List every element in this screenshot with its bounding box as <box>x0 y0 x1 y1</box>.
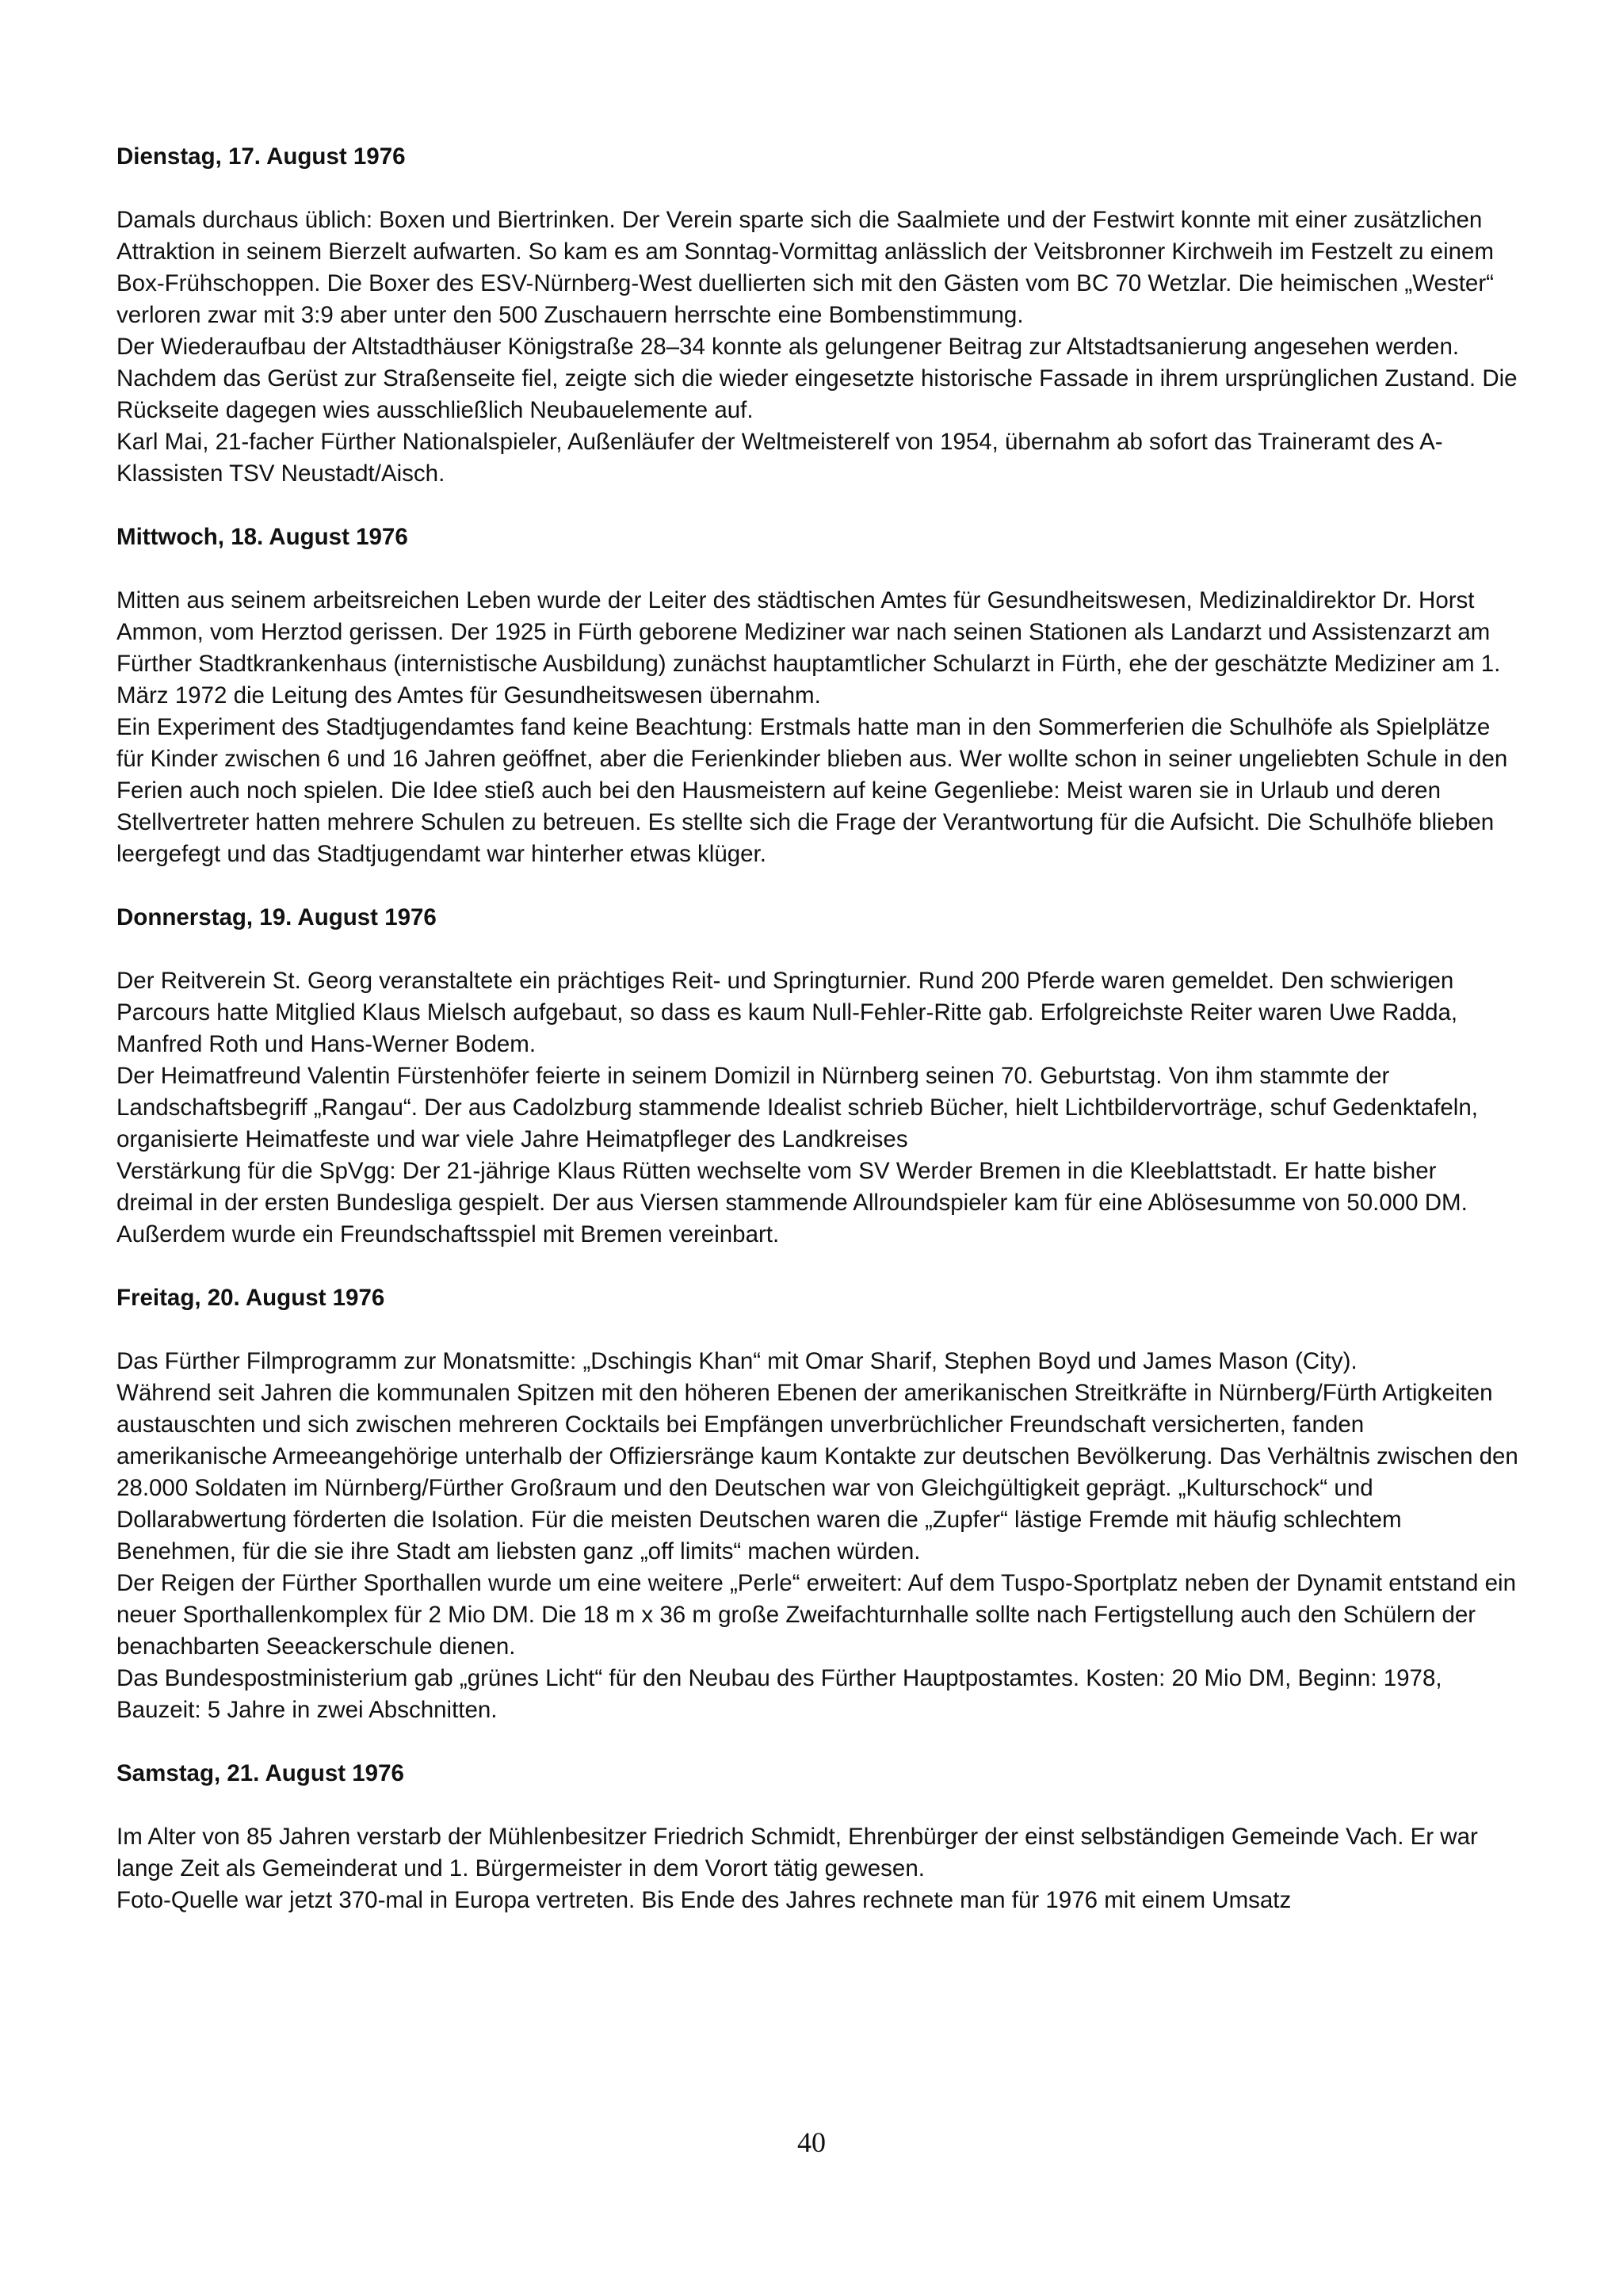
paragraph: Der Reitverein St. Georg veranstaltete ein prächtiges Reit- und Springturnier. Rund 200 Pferde waren gemeldet. Den schwierigen Parcours hatte Mitglied Klaus Mielsch aufgebaut, so dass es kaum Null-Fehler-Ritte gab. Erfolgreichste Reiter waren Uwe Radda, Manfred Roth und Hans-Werner Bodem. <box>116 968 1458 1057</box>
document-page <box>116 141 1519 1916</box>
date-heading: Mittwoch, 18. August 1976 <box>116 524 408 550</box>
entry-mittwoch <box>116 521 1519 870</box>
entry-samstag <box>116 1758 1519 1916</box>
date-heading: Dienstag, 17. August 1976 <box>116 143 406 170</box>
paragraph: Der Heimatfreund Valentin Fürstenhöfer feierte in seinem Domizil in Nürnberg seinen 70. Geburtstag. Von ihm stammte der Landschaftsbegriff „Rangau“. Der aus Cadolzburg stammende Idealist schrieb Bücher, hielt Lichtbildervorträge, schuf Gedenktafeln, organisierte Heimatfeste und war viele Jahre Heimatpfleger des Landkreises <box>116 1063 1478 1152</box>
paragraph: Das Bundespostministerium gab „grünes Licht“ für den Neubau des Fürther Hauptpostamtes. Kosten: 20 Mio DM, Beginn: 1978, Bauzeit: 5 Jahre in zwei Abschnitten. <box>116 1665 1442 1723</box>
paragraph: Das Fürther Filmprogramm zur Monatsmitte: „Dschingis Khan“ mit Omar Sharif, Stephen Boyd und James Mason (City). <box>116 1348 1358 1374</box>
entry-freitag <box>116 1282 1519 1726</box>
date-heading: Samstag, 21. August 1976 <box>116 1760 404 1786</box>
entry-body <box>116 585 1519 870</box>
paragraph: Karl Mai, 21-facher Fürther Nationalspieler, Außenläufer der Weltmeisterelf von 1954, übernahm ab sofort das Traineramt des A-Klassisten TSV Neustadt/Aisch. <box>116 429 1443 487</box>
date-heading: Freitag, 20. August 1976 <box>116 1285 385 1311</box>
paragraph: Der Wiederaufbau der Altstadthäuser Königstraße 28–34 konnte als gelungener Beitrag zur Altstadtsanierung angesehen werden. Nachdem das Gerüst zur Straßenseite fiel, zeigte sich die wieder eingesetzte historische Fassade in ihrem ursprünglichen Zustand. Die Rückseite dagegen wies ausschließlich Neubauelemente auf. <box>116 334 1518 423</box>
paragraph: Ein Experiment des Stadtjugendamtes fand keine Beachtung: Erstmals hatte man in den Sommerferien die Schulhöfe als Spielplätze für Kinder zwischen 6 und 16 Jahren geöffnet, aber die Ferienkinder blieben aus. Wer wollte schon in seiner ungeliebten Schule in den Ferien auch noch spielen. Die Idee stieß auch bei den Hausmeistern auf keine Gegenliebe: Meist waren sie in Urlaub und deren Stellvertreter hatten mehrere Schulen zu betreuen. Es stellte sich die Frage der Verantwortung für die Aufsicht. Die Schulhöfe blieben leergefegt und das Stadtjugendamt war hinterher etwas klüger. <box>116 714 1508 867</box>
entry-donnerstag <box>116 902 1519 1251</box>
paragraph: Mitten aus seinem arbeitsreichen Leben wurde der Leiter des städtischen Amtes für Gesundheitswesen, Medizinaldirektor Dr. Horst Ammon, vom Herztod gerissen. Der 1925 in Fürth geborene Mediziner war nach seinen Stationen als Landarzt und Assistenzarzt am Fürther Stadtkrankenhaus (internistische Ausbildung) zunächst hauptamtlicher Schularzt in Fürth, ehe der geschätzte Mediziner am 1. März 1972 die Leitung des Amtes für Gesundheitswesen übernahm. <box>116 587 1501 709</box>
entry-body <box>116 204 1519 490</box>
paragraph: Im Alter von 85 Jahren verstarb der Mühlenbesitzer Friedrich Schmidt, Ehrenbürger der einst selbständigen Gemeinde Vach. Er war lange Zeit als Gemeinderat und 1. Bürgermeister in dem Vorort tätig gewesen. <box>116 1824 1478 1881</box>
entry-2026-08-17 <box>116 141 1519 490</box>
paragraph: Der Reigen der Fürther Sporthallen wurde um eine weitere „Perle“ erweitert: Auf dem Tuspo-Sportplatz neben der Dynamit entstand ein neuer Sporthallenkomplex für 2 Mio DM. Die 18 m x 36 m große Zweifachturnhalle sollte nach Fertigstellung auch den Schülern der benachbarten Seeackerschule dienen. <box>116 1570 1516 1660</box>
paragraph: Während seit Jahren die kommunalen Spitzen mit den höheren Ebenen der amerikanischen Streitkräfte in Nürnberg/Fürth Artigkeiten austauschten und sich zwischen mehreren Cocktails bei Empfängen unverbrüchlicher Freundschaft versicherten, fanden amerikanische Armeeangehörige unterhalb der Offiziersränge kaum Kontakte zur deutschen Bevölkerung. Das Verhältnis zwischen den 28.000 Soldaten im Nürnberg/Fürther Großraum und den Deutschen war von Gleichgültigkeit geprägt. „Kulturschock“ und Dollarabwertung förderten die Isolation. Für die meisten Deutschen waren die „Zupfer“ lästige Fremde mit häufig schlechtem Benehmen, für die sie ihre Stadt am liebsten ganz „off limits“ machen würden. <box>116 1380 1518 1564</box>
paragraph: Verstärkung für die SpVgg: Der 21-jährige Klaus Rütten wechselte vom SV Werder Bremen in die Kleeblattstadt. Er hatte bisher dreimal in der ersten Bundesliga gespielt. Der aus Viersen stammende Allroundspieler kam für eine Ablösesumme von 50.000 DM. Außerdem wurde ein Freundschaftsspiel mit Bremen vereinbart. <box>116 1158 1468 1247</box>
date-heading: Donnerstag, 19. August 1976 <box>116 904 437 930</box>
paragraph: Damals durchaus üblich: Boxen und Biertrinken. Der Verein sparte sich die Saalmiete und der Festwirt konnte mit einer zusätzlichen Attraktion in seinem Bierzelt aufwarten. So kam es am Sonntag-Vormittag anlässlich der Veitsbronner Kirchweih im Festzelt zu einem Box-Frühschoppen. Die Boxer des ESV-Nürnberg-West duellierten sich mit den Gästen vom BC 70 Wetzlar. Die heimischen „Wester“ verloren zwar mit 3:9 aber unter den 500 Zuschauern herrschte eine Bombenstimmung. <box>116 207 1495 328</box>
entry-body <box>116 1346 1519 1726</box>
page-number: 40 <box>797 2126 826 2158</box>
entry-body <box>116 965 1519 1251</box>
entry-body <box>116 1821 1519 1916</box>
paragraph: Foto-Quelle war jetzt 370-mal in Europa vertreten. Bis Ende des Jahres rechnete man für 1976 mit einem Umsatz <box>116 1887 1292 1913</box>
